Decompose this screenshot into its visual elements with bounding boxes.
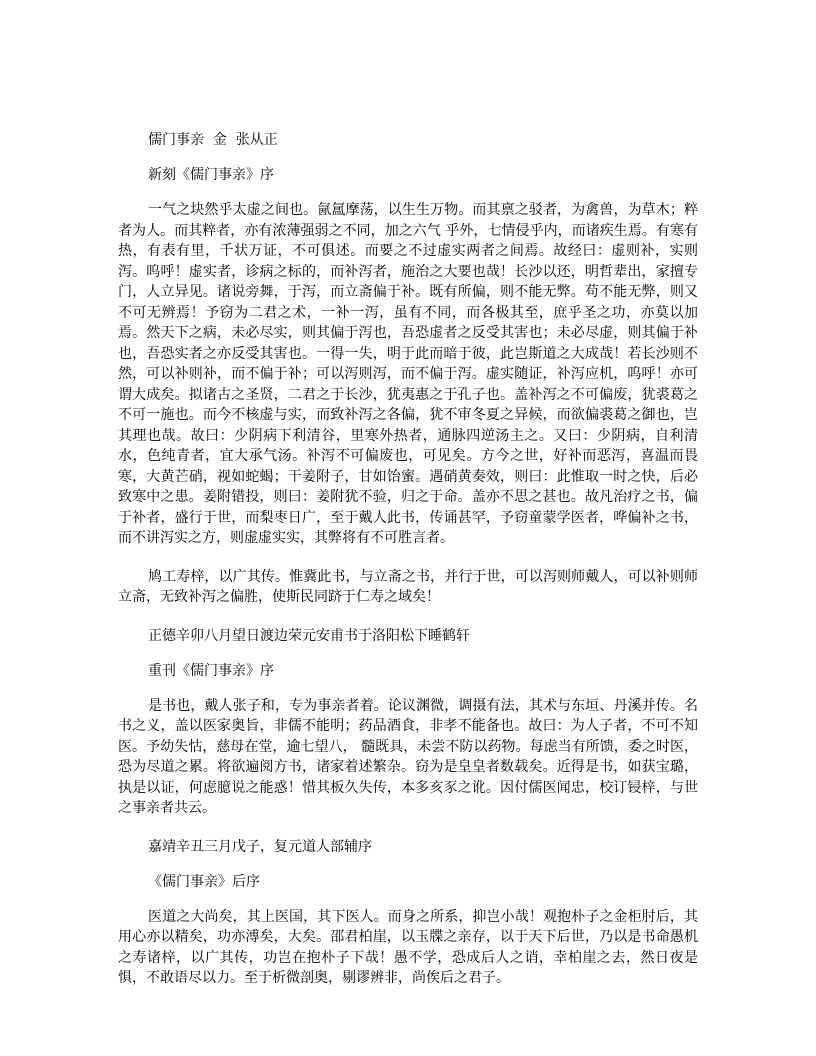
document-page xyxy=(118,130,698,989)
preface1-body: 一气之块然乎太虚之间也。氤氲摩荡，以生生万物。而其禀之驳者，为禽兽，为草木；粹者为人。而其粹者，亦有浓薄强弱之不同，加之六气 乎外，七情侵乎内，而诸疾生焉。有寒有热，有表有里，千状万证，不可俱述。而要之不过虚实两者之间焉。故经曰：虚则补，实则泻。呜呼！虚实者，诊病之标的，而补泻者，施治之大要也哉！长沙以还，明哲辈出，家擅专门，人立异见。诸说旁舞，于泻，而立斋偏于补。既有所偏，则不能无弊。苟不能无弊，则又不可无辨焉！予窃为二君之术，一补一泻，虽有不同，而各极其至，庶乎圣之功，亦莫以加焉。然天下之病，未必尽实，则其偏于泻也，吾恐虚者之反受其害也；未必尽虚，则其偏于补也，吾恐实者之亦反受其害也。一得一失，明于此而暗于彼，此岂斯道之大成哉！若长沙则不然，可以补则补，而不偏于补；可以泻则泻，而不偏于泻。虚实随证，补泻应机，呜呼！亦可谓大成矣。拟诸古之圣贤，二君之于长沙，犹夷惠之于孔子也。盖补泻之不可偏废，犹裘葛之不可一施也。而今不核虚与实，而致补泻之各偏，犹不审冬夏之异候，而欲偏裘葛之御也，岂其理也哉。故曰：少阴病下利清谷，里寒外热者，通脉四逆汤主之。又曰：少阴病，自利清水，色纯青者，宜大承气汤。补泻不可偏废也，可见矣。方今之世，好补而恶泻，喜温而畏寒，大黄芒硝，视如蛇蝎；干姜附子，甘如饴蜜。遇硝黄奏效，则曰：此惟取一时之快，后必致寒中之患。姜附错投，则曰：姜附犹不验，归之于命。盖亦不思之甚也。故凡治疗之书，偏于补者，盛行于世，而梨枣日广，至于戴人此书，传诵甚罕，予窃童蒙学医者，哗偏补之书，而不讲泻实之方，则虚虚实实，其弊将有不可胜言者。 xyxy=(118,202,698,546)
preface1-body2: 鸠工寿梓，以广其传。惟冀此书，与立斋之书，并行于世，可以泻则师戴人，可以补则师立斋，无致补泻之偏胜，使斯民同跻于仁寿之域矣！ xyxy=(118,568,698,605)
preface2-signature: 嘉靖辛丑三月戊子，复元道人部辅序 xyxy=(148,838,372,855)
book-heading: 儒门事亲 金 张从正 xyxy=(148,132,278,148)
afterword-body: 医道之大尚矣，其上医国，其下医人。而身之所系，抑岂小哉！观抱朴子之金柜肘后，其用心亦以精矣，功亦溥矣，大矣。邵君柏崖，以玉牒之亲存，以于天下后世，乃以是书命愚机之寿诸梓，以广其传，功岂在抱朴子下哉！愚不学，恐成后人之诮，幸柏崖之去，然日夜是惧，不敢语尽以力。至于析微剖奥，剔谬辨非，尚俟后之君子。 xyxy=(118,908,698,986)
preface2-body: 是书也，戴人张子和，专为事亲者着。论议渊微，调摄有法，其术与东垣、丹溪并传。名书之义，盖以医家奥旨，非儒不能明；药品酒食，非孝不能备也。故曰：为人子者，不可不知医。予幼失怙，慈母在堂，逾七望八， 髓既具，未尝不防以药物。每虑当有所馈，委之时医，恐为尽道之累。将欲遍阅方书，诸家着述繁杂。窃为是皇皇者数载矣。近得是书，如获宝璐，执是以证，何虑臆说之能惑！惜其板久失传，本多亥豕之讹。因付儒医闻忠，校订锓梓，与世之事亲者共云。 xyxy=(118,697,698,816)
preface1-signature: 正德辛卯八月望日渡边荣元安甫书于洛阳松下睡鹤轩 xyxy=(148,627,470,644)
preface1-title: 新刻《儒门事亲》序 xyxy=(148,167,274,183)
preface2-title: 重刊《儒门事亲》序 xyxy=(148,662,274,679)
afterword-title: 《儒门事亲》后序 xyxy=(148,873,260,890)
